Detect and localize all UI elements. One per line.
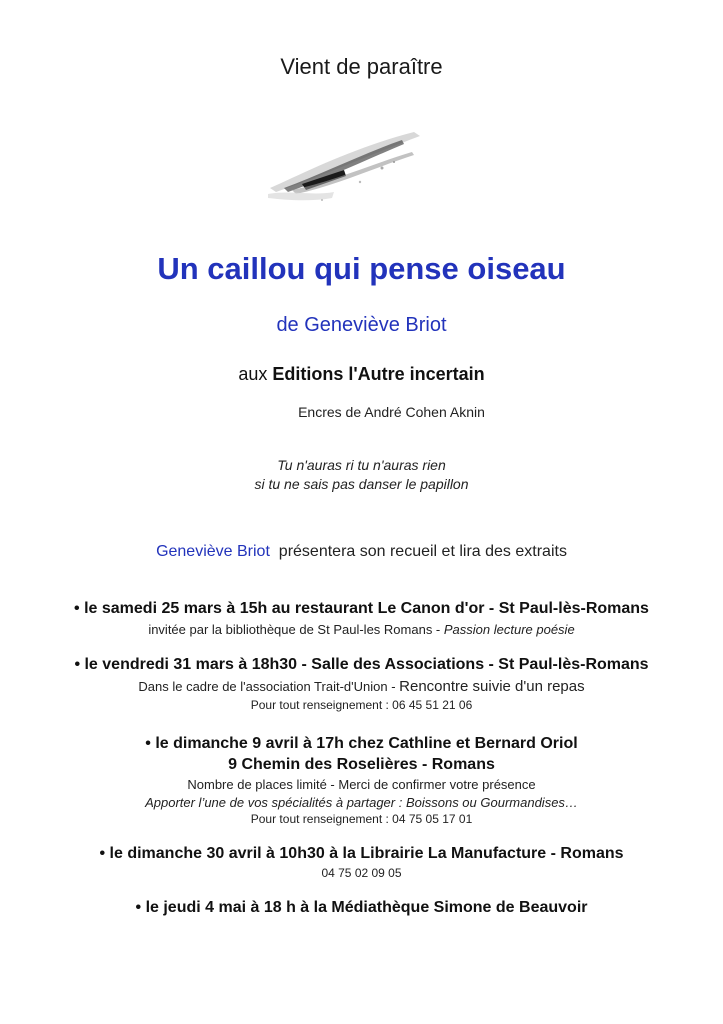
publisher-name: Editions l'Autre incertain: [272, 364, 485, 384]
poem-line-2: si tu ne sais pas danser le papillon: [254, 476, 469, 492]
event-3-title: • le dimanche 9 avril à 17h chez Cathline et Bernard Oriol: [145, 735, 578, 752]
illustrator-credit: Encres de André Cohen Aknin: [298, 404, 485, 420]
event-3-contact: Pour tout renseignement : 04 75 05 17 01: [250, 812, 473, 826]
event-1-host: invitée par la bibliothèque de St Paul-les Romans -: [148, 622, 444, 637]
ink-brush-illustration: [262, 124, 432, 210]
event-1-program: Passion lecture poésie: [443, 622, 575, 637]
presenter-name: Geneviève Briot: [156, 543, 270, 560]
book-author: de Geneviève Briot: [276, 314, 447, 336]
event-2-details: [0, 678, 723, 695]
event-3-italic-note: Apporter l’une de vos spécialités à partager : Boissons ou Gourmandises…: [145, 795, 578, 810]
publisher-prefix: aux: [238, 364, 268, 384]
book-publisher: [0, 364, 723, 385]
event-2-contact: Pour tout renseignement : 06 45 51 21 06: [250, 698, 473, 712]
event-3-address: 9 Chemin des Roselières - Romans: [228, 756, 495, 773]
page-header: Vient de paraître: [280, 54, 443, 79]
poem-line-1: Tu n'auras ri tu n'auras rien: [277, 457, 446, 473]
event-4-title: • le dimanche 30 avril à 10h30 à la Librairie La Manufacture - Romans: [99, 845, 624, 862]
event-1-details: [0, 622, 723, 637]
presentation-announcement: [0, 543, 723, 561]
event-4-phone: 04 75 02 09 05: [321, 866, 402, 880]
poem-excerpt: [0, 456, 723, 494]
book-title: Un caillou qui pense oiseau: [157, 251, 566, 286]
event-1-title: • le samedi 25 mars à 15h au restaurant Le Canon d'or - St Paul-lès-Romans: [74, 600, 649, 617]
event-2-context: Dans le cadre de l'association Trait-d'Union -: [138, 679, 400, 694]
event-2-title: • le vendredi 31 mars à 18h30 - Salle des Associations - St Paul-lès-Romans: [74, 656, 649, 673]
presentation-text: présentera son recueil et lira des extraits: [278, 543, 567, 560]
event-5-title: • le jeudi 4 mai à 18 h à la Médiathèque Simone de Beauvoir: [135, 899, 588, 916]
event-3-note: Nombre de places limité - Merci de confirmer votre présence: [187, 777, 536, 792]
event-2-program: Rencontre suivie d'un repas: [399, 678, 585, 695]
